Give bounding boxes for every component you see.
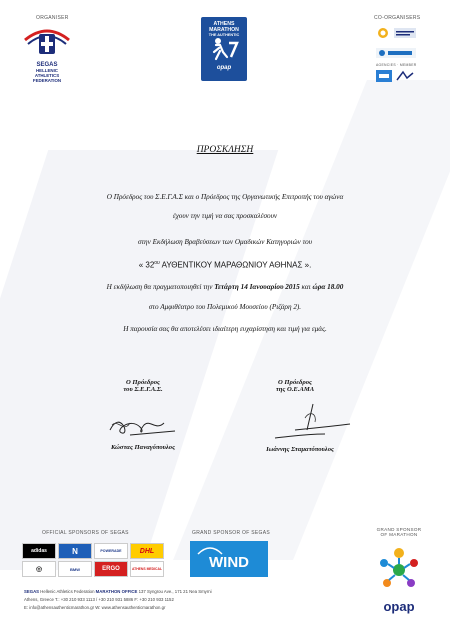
body-line-7: Η παρουσία σας θα αποτελέσει ιδιαίτερη ευχαρίστηση και τιμή για εμάς. (123, 325, 327, 333)
sponsor-dhl: DHL (130, 543, 164, 559)
quote-close: ». (304, 260, 312, 270)
grand-marathon-line1: GRAND SPONSOR (376, 527, 422, 532)
ministry-logo-icon (392, 26, 418, 40)
invitation-title: ΠΡΟΣΚΛΗΣΗ (196, 145, 254, 155)
wind-arc-icon (196, 545, 224, 555)
sponsor-a: ◎ (22, 561, 56, 577)
sponsor-powerade: POWERADE (94, 543, 128, 559)
grand-marathon-line2: OF MARATHON (380, 532, 418, 537)
event-time: ώρα 18.00 (312, 283, 344, 291)
wind-logo (190, 541, 268, 577)
segas-full-3: FEDERATION (32, 78, 62, 83)
marathon-logo-line3: THE AUTHENTIC (208, 33, 240, 37)
marathon-logo (201, 17, 247, 81)
event-and: και (301, 283, 311, 291)
left-signature-graphic (100, 405, 190, 441)
footer-line-1 (24, 589, 212, 594)
right-title-line2: της Ο.Ε.ΑΜΑ (275, 386, 315, 393)
sponsor-adidas: adidas (22, 543, 56, 559)
organiser-label: ORGANISER (36, 15, 69, 21)
footer-federation: Hellenic Athletics Federation (40, 589, 95, 594)
marathon-logo-opap: opap (216, 65, 232, 71)
sponsor-bmw: BMW (58, 561, 92, 577)
sponsor-athens-medical: ATHENS MEDICAL (130, 561, 164, 577)
coorganisers-label: CO-ORGANISERS (374, 15, 421, 21)
aims-logo-icon (376, 48, 416, 58)
marathon-logo-line1: ATHENS (213, 21, 235, 27)
run-logo-icon (395, 70, 415, 82)
segas-emblem-icon (22, 22, 72, 58)
segas-short: SEGAS (36, 62, 58, 68)
left-signatory-name: Κώστας Παναγόπουλος (110, 444, 176, 451)
event-name: ΑΥΘΕΝΤΙΚΟΥ ΜΑΡΑΘΩΝΙΟΥ ΑΘΗΝΑΣ (161, 260, 303, 270)
edition-number: 32 (145, 260, 155, 270)
body-line-5 (0, 283, 450, 291)
footer-segas: SEGAS (24, 589, 40, 594)
grand-sponsor-segas-label: GRAND SPONSOR OF SEGAS (192, 530, 271, 536)
footer-address: 137 Syngrou Ave., 171 21 Nea Smyrni (138, 589, 212, 594)
sponsor-n: N (58, 543, 92, 559)
left-title-line1: Ο Πρόεδρος (126, 379, 160, 386)
segas-full-1: HELLENIC (36, 68, 58, 73)
event-intro: Η εκδήλωση θα πραγματοποιηθεί την (106, 283, 213, 291)
sponsor-ergo: ERGO (94, 561, 128, 577)
footer-marathon-office: MARATHON OFFICE (95, 589, 138, 594)
right-signatory-name: Ιωάννης Σταματόπουλος (266, 446, 334, 453)
grand-sponsor-marathon-label (369, 527, 429, 537)
body-line-3: στην Εκδήλωση Βραβεύσεων των Ομαδικών Κατηγοριών του (137, 238, 313, 246)
coorganiser-logos (376, 26, 424, 92)
official-sponsors-label: OFFICIAL SPONSORS OF SEGAS (42, 530, 129, 536)
runner-icon (201, 37, 247, 61)
right-signature-graphic (255, 400, 355, 444)
segas-logo (22, 22, 72, 82)
amex-logo-icon (376, 70, 392, 82)
body-line-4 (0, 260, 450, 270)
body-line-6: στο Αμφιθέατρο του Πολεμικού Μουσείου (Ριζάρη 2). (148, 303, 302, 311)
right-title-line1: Ο Πρόεδρος (278, 379, 312, 386)
sun-logo-icon (376, 26, 390, 40)
quote-open: « (138, 260, 144, 270)
aims-member-label: AGENCIES · MEMBER (376, 63, 417, 67)
opap-logo-text: opap (383, 599, 415, 614)
opap-mascot-icon (374, 545, 424, 595)
event-date: Τετάρτη 14 Ιανουαρίου 2015 (214, 283, 300, 291)
edition-suffix: ου (154, 260, 160, 266)
body-line-1: Ο Πρόεδρος του Σ.Ε.Γ.Α.Σ και ο Πρόεδρος της Οργανωτικής Επιτροπής του αγώνα (106, 193, 344, 201)
wind-label: WIND (209, 553, 249, 571)
right-signatory-title (250, 379, 340, 393)
segas-full-2: ATHLETICS (34, 73, 60, 78)
footer-line-2: Athens, Greece T.: +30 210 933 1113 / +30 210 931 5886 F: +30 210 933 1152 (24, 597, 174, 602)
marathon-logo-line2: MARATHON (209, 27, 239, 33)
body-line-2: έχουν την τιμή να σας προσκαλέσουν (172, 212, 278, 220)
left-signatory-title (98, 379, 188, 393)
footer-line-3: E: info@athensauthenticmarathon.gr W: www.athensauthenticmarathon.gr (24, 605, 166, 610)
left-title-line2: του Σ.Ε.Γ.Α.Σ. (123, 386, 163, 393)
